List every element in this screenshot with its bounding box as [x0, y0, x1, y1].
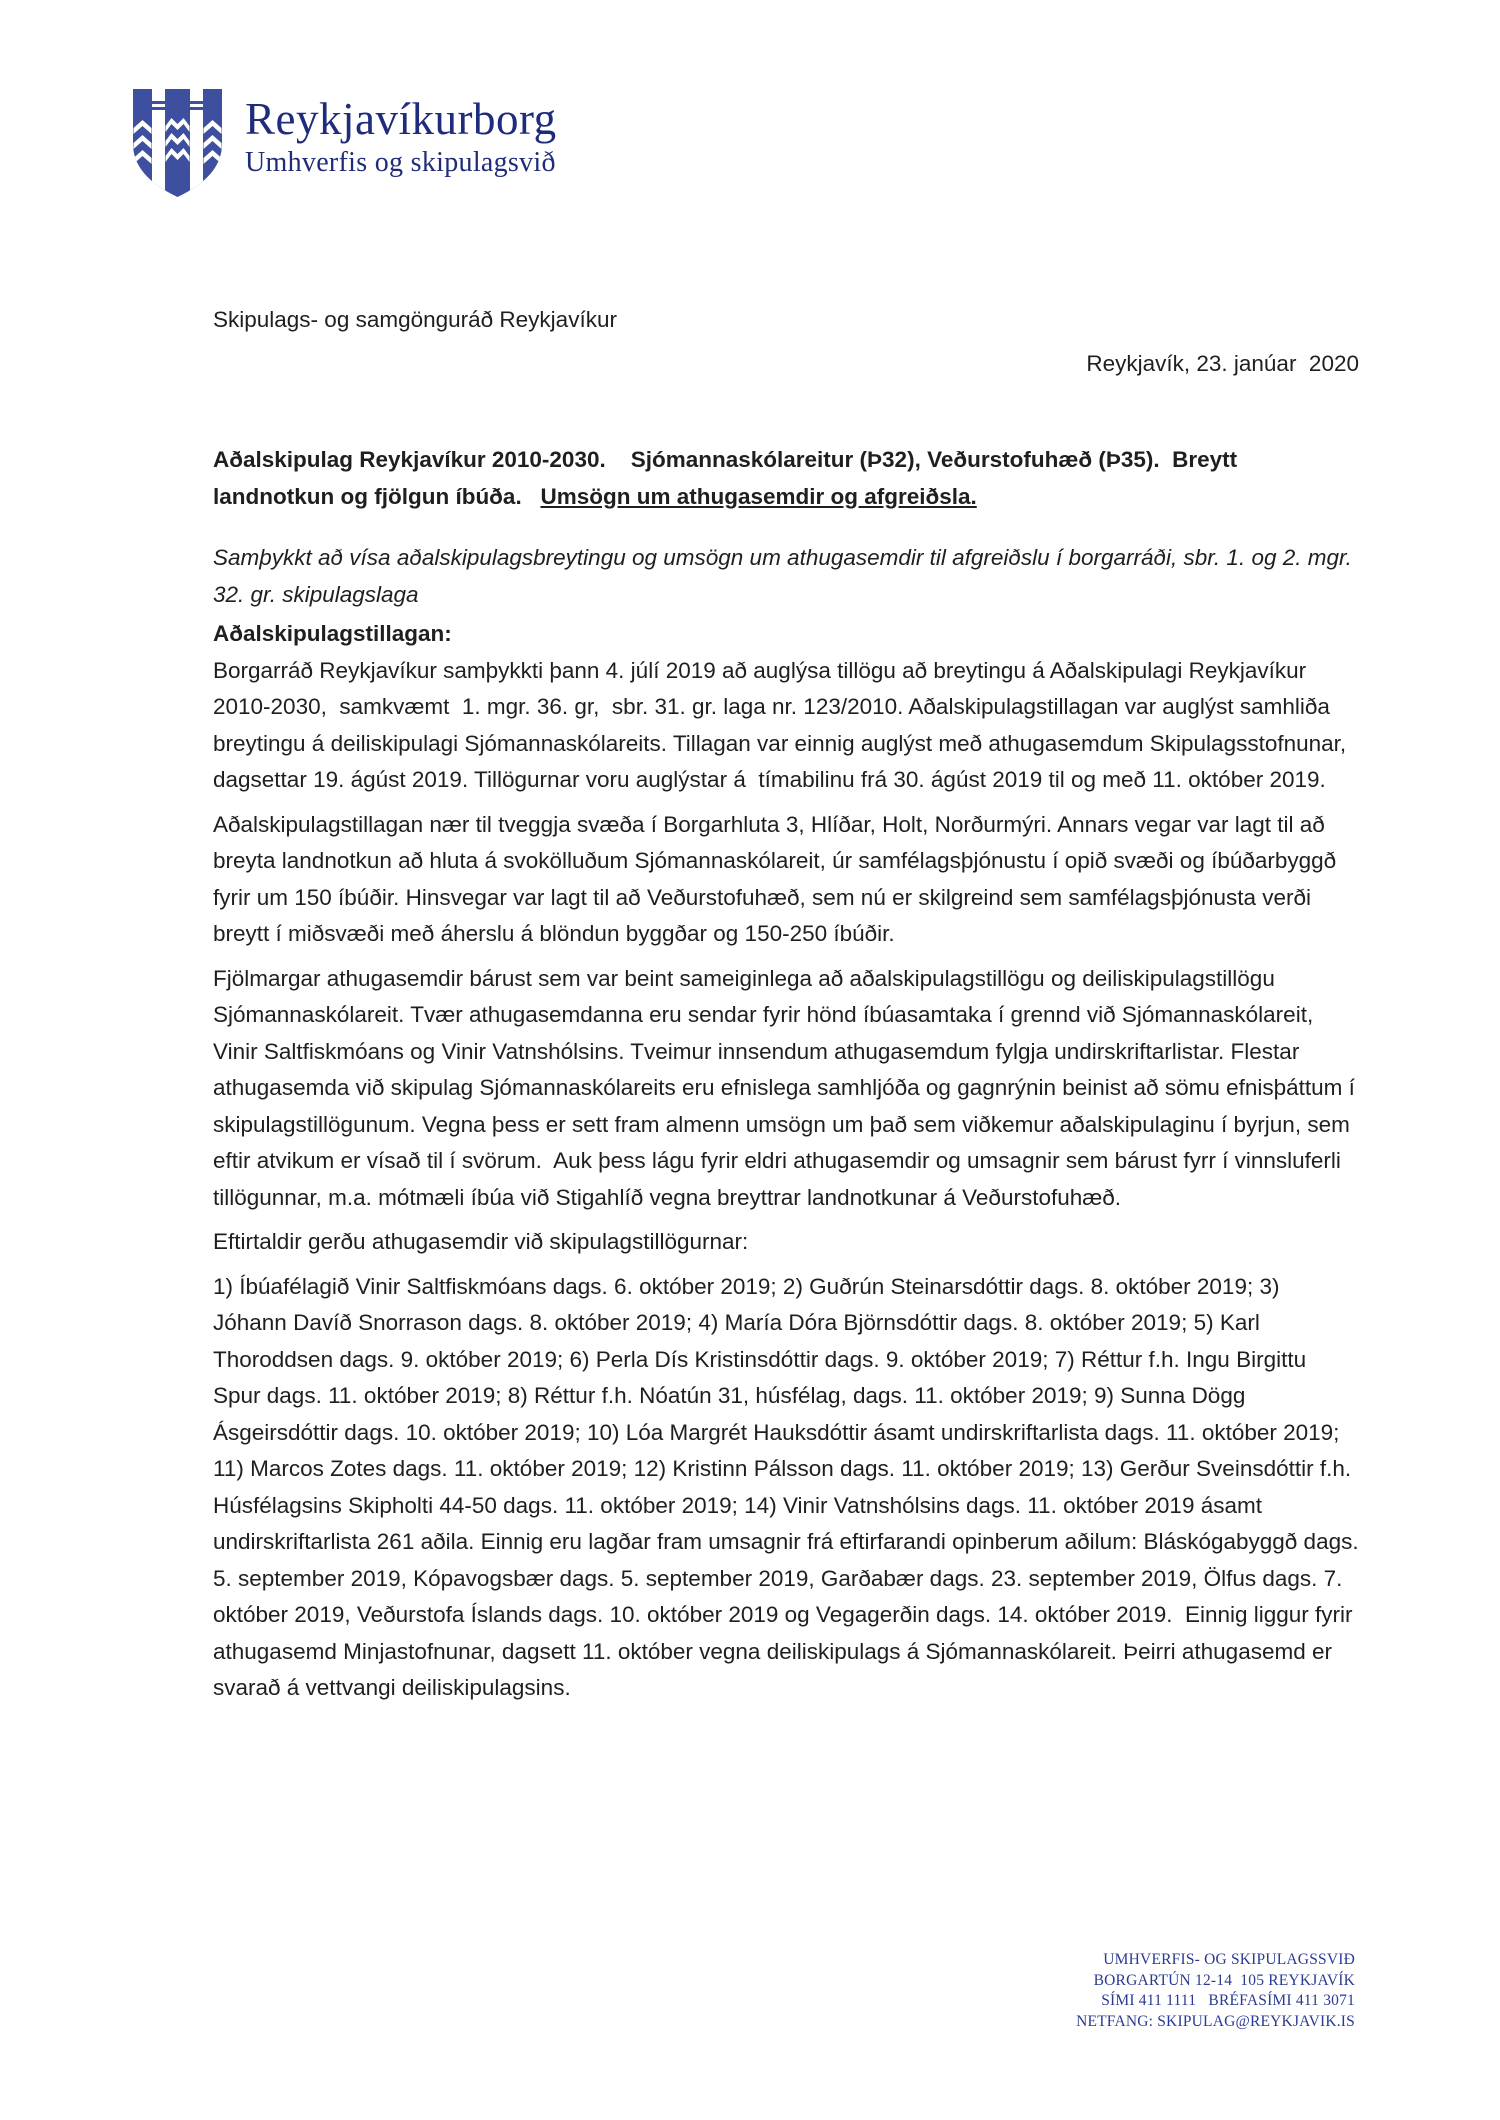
- commenters-list-intro: Eftirtaldir gerðu athugasemdir við skipulagstillögurnar:: [213, 1229, 749, 1254]
- footer-line-division: UMHVERFIS- OG SKIPULAGSSVIÐ: [1103, 1951, 1355, 1968]
- footer-line-email: NETFANG: SKIPULAG@REYKJAVIK.IS: [1076, 2012, 1355, 2030]
- subject-underlined-text: Umsögn um athugasemdir og afgreiðsla.: [540, 483, 977, 509]
- reykjavik-coat-of-arms-icon: [130, 86, 225, 200]
- resolution-statement: Samþykkt að vísa aðalskipulagsbreytingu og umsögn um athugasemdir til afgreiðslu í borgarráði, sbr. 1. og 2. mgr. 32. gr. skipulagslaga: [213, 545, 1359, 607]
- date-line: Reykjavík, 23. janúar 2020: [1086, 350, 1359, 376]
- letter-body: [213, 302, 1365, 1707]
- paragraph-3: Fjölmargar athugasemdir bárust sem var beint sameiginlega að aðalskipulagstillögu og deiliskipulagstillögu Sjómannaskólareit. Tvær athugasemdanna eru sendar fyrir hönd íbúasamtaka í grennd við Sjómannaskólareit, Vinir Saltfiskmóans og Vinir Vatnshólsins. Tveimur innsendum athugasemdum fylgja undirskriftarlistar. Flestar athugasemda við skipulag Sjómannaskólareits eru efnislega samhljóða og gagnrýnin beinist að sömu efnisþáttum í skipulagstillögunum. Vegna þess er sett fram almenn umsögn um það sem viðkemur aðalskipulaginu í byrjun, sem eftir atvikum er vísað til í svörum. Auk þess lágu fyrir eldri athugasemdir og umsagnir sem bárust fyrr í vinnsluferli tillögunnar, m.a. mótmæli íbúa við Stigahlíð vegna breyttrar landnotkunar á Veðurstofuhæð.: [213, 965, 1362, 1210]
- org-division: Umhverfis og skipulagsvið: [245, 147, 556, 178]
- letterhead: [130, 86, 557, 200]
- section-heading: Aðalskipulagstillagan:: [213, 621, 452, 646]
- paragraph-2: Aðalskipulagstillagan nær til tveggja svæða í Borgarhluta 3, Hlíðar, Holt, Norðurmýri. Annars vegar var lagt til að breyta landnotkun að hluta á svokölluðum Sjómannaskólareit, úr samfélagsþjónustu í opið svæði og íbúðarbyggð fyrir um 150 íbúðir. Hinsvegar var lagt til að Veðurstofuhæð, sem nú er skilgreind sem samfélagsþjónusta verði breytt í miðsvæði með áherslu á blöndun byggðar og 150-250 íbúðir.: [213, 811, 1343, 946]
- recipient-line: Skipulags- og samgönguráð Reykjavíkur: [213, 307, 617, 332]
- paragraph-1: Borgarráð Reykjavíkur samþykkti þann 4. júlí 2019 að auglýsa tillögu að breytingu á Aðalskipulagi Reykjavíkur 2010-2030, samkvæmt 1. mgr. 36. gr, sbr. 31. gr. laga nr. 123/2010. Aðalskipulagstillagan var auglýst samhliða breytingu á deiliskipulagi Sjómannaskólareits. Tillagan var einnig auglýst með athugasemdum Skipulagsstofnunar, dagsettar 19. ágúst 2019. Tillögurnar voru auglýstar á tímabilinu frá 30. ágúst 2019 til og með 11. október 2019.: [213, 657, 1353, 792]
- subject-main-text: Aðalskipulag Reykjavíkur 2010-2030. Sjómannaskólareitur (Þ32), Veðurstofuhæð (Þ35). Breytt landnotkun og fjölgun íbúða.: [213, 447, 1244, 509]
- org-name: Reykjavíkurborg: [245, 94, 557, 144]
- subject-heading: [213, 442, 1359, 515]
- footer-line-address: BORGARTÚN 12-14 105 REYKJAVÍK: [1093, 1971, 1355, 1989]
- commenters-list-paragraph: 1) Íbúafélagið Vinir Saltfiskmóans dags. 6. október 2019; 2) Guðrún Steinarsdóttir dags. 8. október 2019; 3) Jóhann Davíð Snorrason dags. 8. október 2019; 4) María Dóra Björnsdóttir dags. 8. október 2019; 5) Karl Thoroddsen dags. 9. október 2019; 6) Perla Dís Kristinsdóttir dags. 9. október 2019; 7) Réttur f.h. Ingu Birgittu Spur dags. 11. október 2019; 8) Réttur f.h. Nóatún 31, húsfélag, dags. 11. október 2019; 9) Sunna Dögg Ásgeirsdóttir dags. 10. október 2019; 10) Lóa Margrét Hauksdóttir ásamt undirskriftarlista dags. 11. október 2019; 11) Marcos Zotes dags. 11. október 2019; 12) Kristinn Pálsson dags. 11. október 2019; 13) Gerður Sveinsdóttir f.h. Húsfélagsins Skipholti 44-50 dags. 11. október 2019; 14) Vinir Vatnshólsins dags. 11. október 2019 ásamt undirskriftarlista 261 aðila. Einnig eru lagðar fram umsagnir frá eftirfarandi opinberum aðilum: Bláskógabyggð dags. 5. september 2019, Kópavogsbær dags. 5. september 2019, Garðabær dags. 23. september 2019, Ölfus dags. 7. október 2019, Veðurstofa Íslands dags. 10. október 2019 og Vegagerðin dags. 14. október 2019. Einnig liggur fyrir athugasemd Minjastofnunar, dagsett 11. október vegna deiliskipulags á Sjómannaskólareit. Þeirri athugasemd er svarað á vettvangi deiliskipulagsins.: [213, 1273, 1365, 1700]
- footer-contact-block: [1076, 1950, 1355, 2032]
- letterhead-text: [245, 86, 557, 182]
- footer-line-phone-fax: SÍMI 411 1111 BRÉFASÍMI 411 3071: [1101, 1992, 1355, 2009]
